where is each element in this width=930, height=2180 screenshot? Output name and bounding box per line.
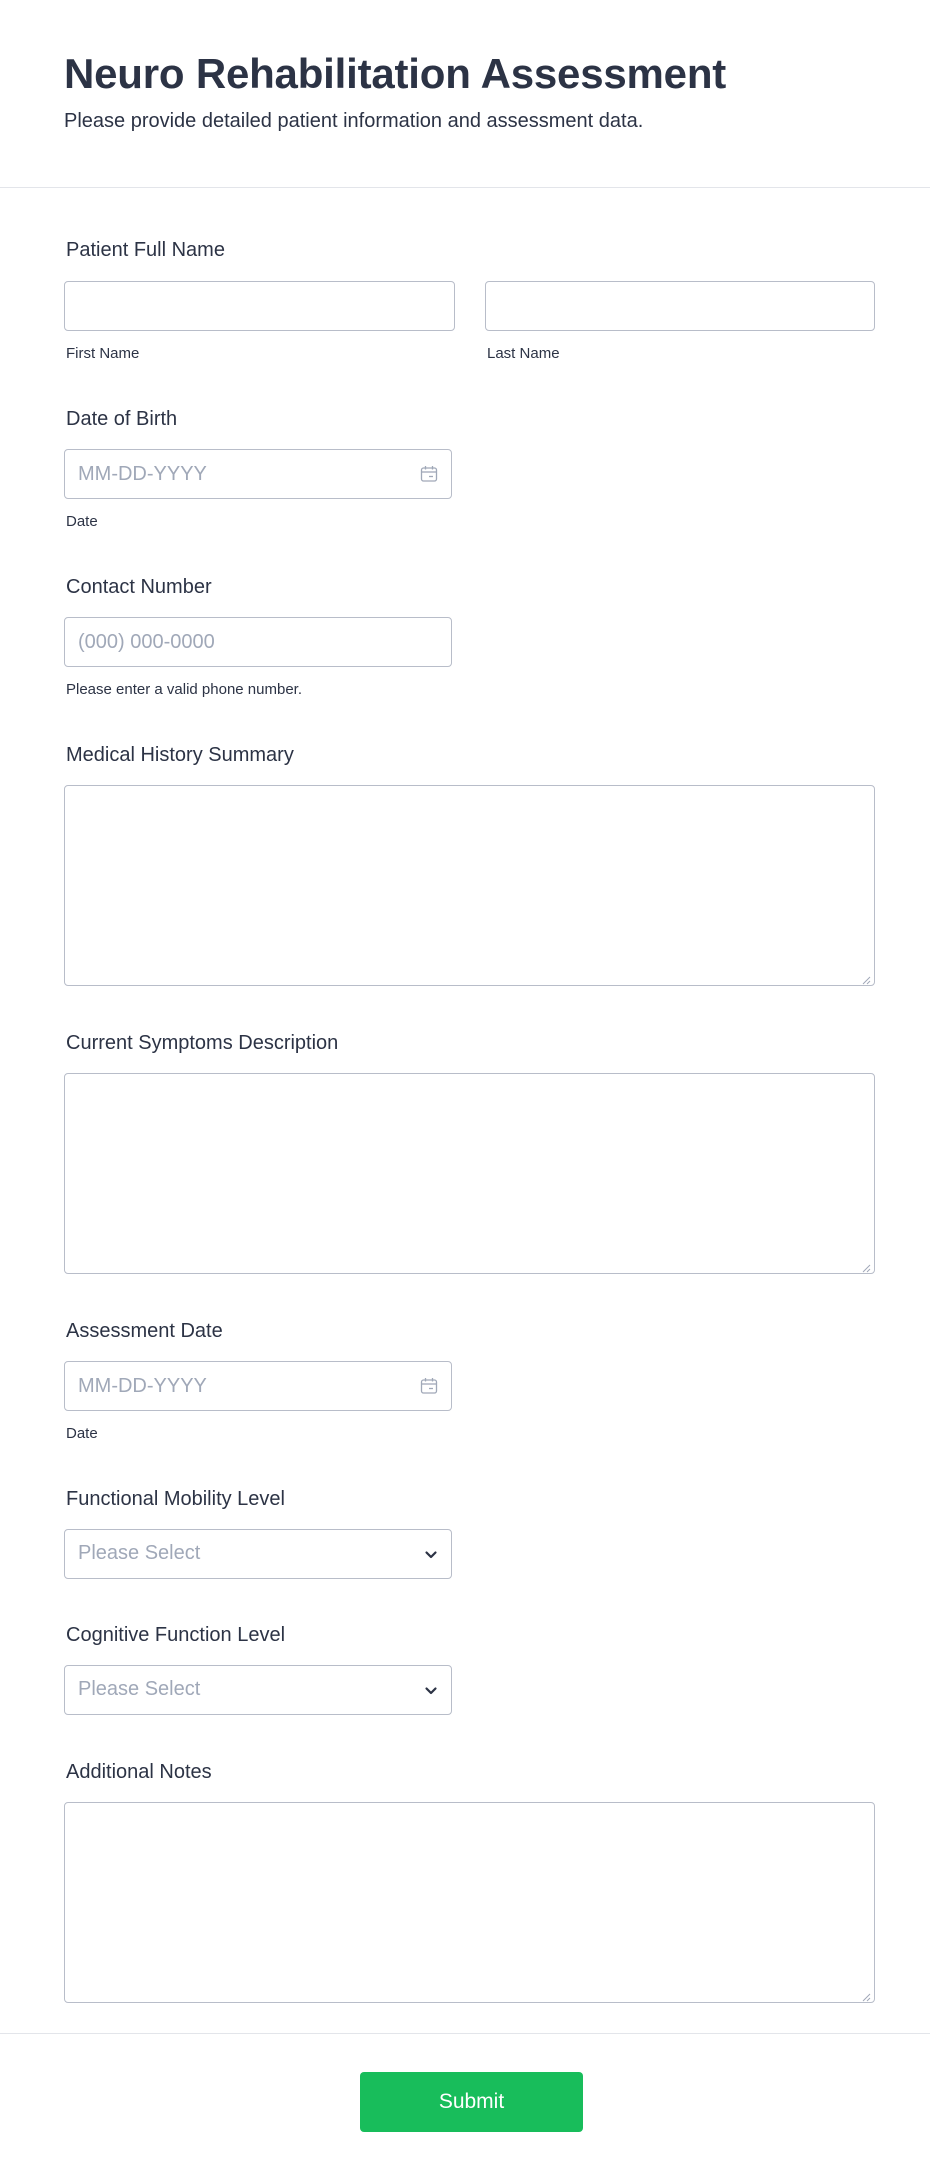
first-name-input[interactable] xyxy=(64,281,455,331)
assessment-date-input[interactable] xyxy=(64,1361,452,1411)
last-name-input[interactable] xyxy=(485,281,875,331)
dob-sublabel: Date xyxy=(66,513,98,530)
page-title: Neuro Rehabilitation Assessment xyxy=(64,50,727,97)
medical-history-label: Medical History Summary xyxy=(66,744,294,766)
assessment-date-label: Assessment Date xyxy=(66,1320,223,1342)
symptoms-label: Current Symptoms Description xyxy=(66,1032,339,1054)
medical-history-textarea[interactable] xyxy=(64,785,875,986)
calendar-icon[interactable] xyxy=(420,465,438,483)
symptoms-textarea[interactable] xyxy=(64,1073,875,1274)
phone-sublabel: Please enter a valid phone number. xyxy=(66,681,302,698)
calendar-icon[interactable] xyxy=(420,1377,438,1395)
patient-name-label: Patient Full Name xyxy=(66,239,225,261)
chevron-down-icon xyxy=(423,1683,439,1699)
cognitive-selected-value: Please Select xyxy=(78,1678,201,1700)
mobility-select[interactable] xyxy=(64,1529,452,1579)
dob-input[interactable] xyxy=(64,449,452,499)
form-header xyxy=(0,0,930,188)
phone-input[interactable] xyxy=(64,617,452,667)
notes-label: Additional Notes xyxy=(66,1761,212,1783)
resize-grip-icon[interactable] xyxy=(861,1989,871,1999)
contact-label: Contact Number xyxy=(66,576,212,598)
last-name-sublabel: Last Name xyxy=(487,345,560,362)
mobility-label: Functional Mobility Level xyxy=(66,1488,285,1510)
form-footer xyxy=(0,2033,930,2180)
cognitive-label: Cognitive Function Level xyxy=(66,1624,286,1646)
resize-grip-icon[interactable] xyxy=(861,972,871,982)
resize-grip-icon[interactable] xyxy=(861,1260,871,1270)
chevron-down-icon xyxy=(423,1547,439,1563)
submit-button[interactable]: Submit xyxy=(360,2072,583,2132)
notes-textarea[interactable] xyxy=(64,1802,875,2003)
mobility-selected-value: Please Select xyxy=(78,1542,201,1564)
first-name-sublabel: First Name xyxy=(66,345,140,362)
dob-label: Date of Birth xyxy=(66,408,178,430)
assessment-date-sublabel: Date xyxy=(66,1425,98,1442)
page-subtitle: Please provide detailed patient information and assessment data. xyxy=(64,110,644,132)
cognitive-select[interactable] xyxy=(64,1665,452,1715)
